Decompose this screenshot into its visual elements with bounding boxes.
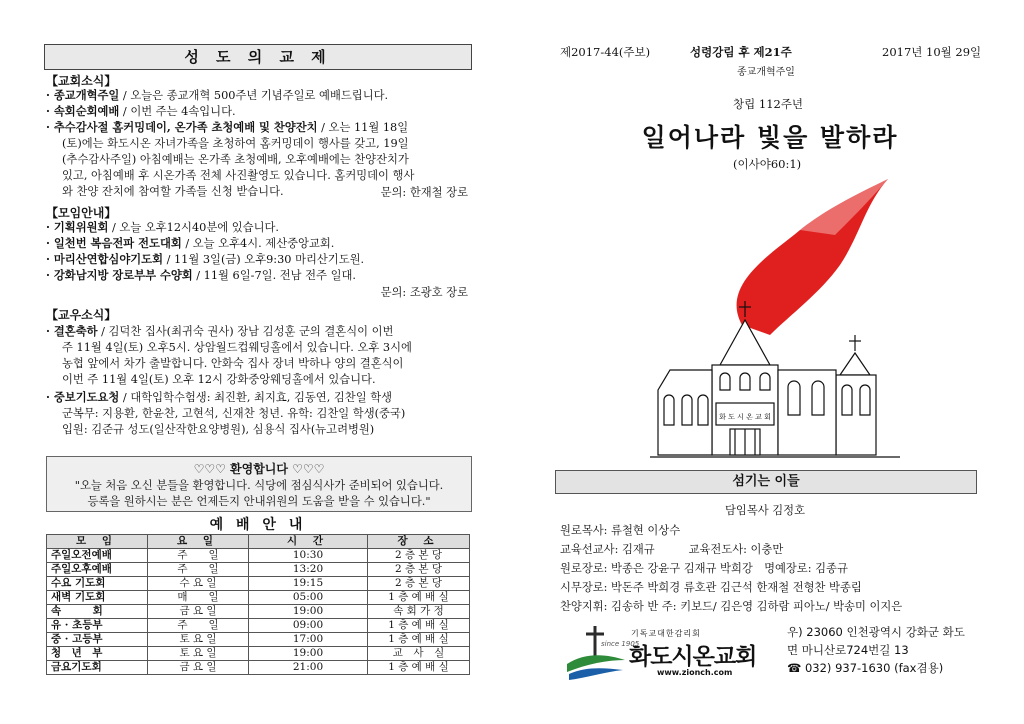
meet-item: · 강화남지방 장로부부 수양회 / 11월 6일-7일. 전남 전주 일대. — [46, 268, 357, 282]
worship-cell: 19:00 — [249, 647, 368, 661]
season: 성령강림 후 제21주 — [690, 45, 792, 59]
worship-cell: 09:00 — [249, 619, 368, 633]
welcome-text: "오늘 처음 오신 분들을 환영합니다. 식당에 점심식사가 준비되어 있습니다. — [74, 479, 444, 492]
worship-cell: 토 요 일 — [148, 647, 249, 661]
meet-item: · 마리산연합심야기도회 / 11월 3일(금) 오후9:30 마리산기도원. — [46, 252, 365, 266]
worship-cell: 17:00 — [249, 633, 368, 647]
worship-cell: 금 요 일 — [148, 661, 249, 675]
worship-cell: 주 일 — [148, 563, 249, 577]
meet-item: · 기획위원회 / 오늘 오후12시40분에 있습니다. — [46, 220, 279, 234]
fellow-header: 【교우소식】 — [46, 308, 117, 322]
worship-cell: 주 일 — [148, 619, 249, 633]
worship-cell: 속 회 가 정 — [368, 605, 470, 619]
logo-url: www.zionch.com — [657, 668, 733, 677]
worship-cell: 속 회 — [47, 605, 148, 619]
servant-row: 원로목사: 류철현 이상수 — [560, 524, 681, 537]
news-text: 와 찬양 잔치에 참여할 가족들 신청 받습니다. — [62, 185, 284, 198]
worship-cell: 새벽 기도회 — [47, 591, 148, 605]
anniversary: 창립 112주년 — [733, 97, 804, 111]
church-illustration — [650, 175, 900, 467]
issue-number: 제2017-44(주보) — [560, 45, 651, 59]
worship-cell: 19:15 — [249, 577, 368, 591]
wedding-text: 농협 앞에서 차가 출발합니다. 안화숙 집사 장녀 박하나 양의 결혼식이 — [62, 357, 404, 370]
news-item: · 추수감사절 홈커밍데이, 온가족 초청예배 및 찬양잔치 / 오는 11월 18일 — [46, 120, 409, 134]
logo-cross-icon — [565, 624, 627, 682]
worship-cell: 19:00 — [249, 605, 368, 619]
logo-since: since 1905 — [601, 640, 640, 648]
sunday-name: 종교개혁주일 — [737, 67, 795, 78]
col-header: 요 일 — [148, 535, 249, 549]
verse-ref: (이사야60:1) — [733, 157, 802, 171]
logo-denomination: 기독교대한감리회 — [631, 629, 701, 638]
wedding-item: · 결혼축하 / 김덕찬 집사(최귀숙 권사) 장남 김성훈 군의 결혼식이 이번 — [46, 324, 394, 338]
worship-cell: 10:30 — [249, 549, 368, 563]
phone-icon: ☎ — [787, 661, 805, 675]
worship-cell: 금 요 일 — [148, 605, 249, 619]
worship-cell: 1 층 예 배 실 — [368, 633, 470, 647]
servants-title: 섬기는 이들 — [555, 470, 977, 494]
worship-cell: 수 요 일 — [148, 577, 249, 591]
worship-cell: 2 층 본 당 — [368, 577, 470, 591]
worship-cell: 21:00 — [249, 661, 368, 675]
col-header: 시 간 — [249, 535, 368, 549]
left-page — [44, 44, 472, 714]
worship-cell: 교 사 실 — [368, 647, 470, 661]
welcome-title: ♡♡♡ 환영합니다 ♡♡♡ — [193, 462, 325, 476]
prayer-item: · 중보기도요청 / 대학입학수험생: 최진환, 최지효, 김동연, 김찬일 학생 — [46, 390, 393, 404]
worship-cell: 2 층 본 당 — [368, 563, 470, 577]
news-item: · 속회순회예배 / 이번 주는 4속입니다. — [46, 104, 236, 118]
fellowship-title: 성 도 의 교 제 — [44, 44, 472, 70]
worship-row — [47, 563, 470, 577]
worship-cell: 청 년 부 — [47, 647, 148, 661]
worship-row — [47, 633, 470, 647]
col-header: 모 임 — [47, 535, 148, 549]
worship-row — [47, 647, 470, 661]
worship-table — [46, 534, 470, 675]
page-divider — [500, 40, 501, 710]
meet-item: · 일천번 복음전파 전도대회 / 오늘 오후4시. 제산중앙교회. — [46, 236, 335, 250]
worship-cell: 매 일 — [148, 591, 249, 605]
main-title: 일어나라 빛을 발하라 — [641, 123, 899, 152]
wedding-text: 이번 주 11월 4일(토) 오후 12시 강화중앙웨딩홀에서 있습니다. — [62, 373, 376, 386]
welcome-box — [46, 456, 472, 512]
worship-cell: 1 층 예 배 실 — [368, 661, 470, 675]
news-text: (토)에는 화도시온 자녀가족을 초청하여 홈커밍데이 행사를 갖고, 19일 — [62, 137, 409, 150]
worship-cell: 05:00 — [249, 591, 368, 605]
worship-row — [47, 549, 470, 563]
worship-row — [47, 619, 470, 633]
prayer-text: 입원: 김준규 성도(일산작한요양병원), 심용식 집사(뉴고려병원) — [62, 423, 375, 436]
worship-row — [47, 661, 470, 675]
bulletin-date: 2017년 10월 29일 — [882, 45, 982, 59]
wedding-text: 주 11월 4일(토) 오후5시. 상암월드컵웨딩홀에서 있습니다. 오후 3시에 — [62, 341, 412, 354]
logo-name: 화도시온교회 — [629, 644, 757, 670]
col-header: 장 소 — [368, 535, 470, 549]
servant-row: 원로장로: 박종은 강윤구 김재규 박희강 명예장로: 김종규 — [560, 562, 848, 575]
welcome-text: 등록을 원하시는 분은 언제든지 안내위원의 도움을 받을 수 있습니다." — [87, 495, 431, 508]
worship-cell: 1 층 예 배 실 — [368, 619, 470, 633]
servant-row: 교육선교사: 김재규 교육전도사: 이충만 — [560, 543, 784, 556]
worship-row — [47, 591, 470, 605]
church-logo — [565, 624, 780, 684]
worship-cell: 주일오전예배 — [47, 549, 148, 563]
worship-title: 예 배 안 내 — [209, 517, 307, 533]
prayer-text: 군복무: 지용환, 한윤찬, 고현석, 신재찬 청년. 유학: 김찬일 학생(중국) — [62, 407, 406, 420]
worship-cell: 수요 기도회 — [47, 577, 148, 591]
servant-row: 시무장로: 박돈주 박희경 류호관 김근석 한재철 전형찬 박종림 — [560, 581, 862, 594]
news-contact: 문의: 한재철 장로 — [380, 186, 468, 199]
worship-cell: 1 층 예 배 실 — [368, 591, 470, 605]
worship-cell: 2 층 본 당 — [368, 549, 470, 563]
address-line: 우) 23060 인천광역시 강화군 화도 — [787, 625, 965, 639]
meet-contact: 문의: 조광호 장로 — [380, 286, 468, 299]
news-header: 【교회소식】 — [46, 74, 117, 88]
address-line: 면 마니산로724번길 13 — [787, 643, 909, 657]
church-sign: 화 도 시 온 교 회 — [719, 413, 771, 421]
meet-header: 【모임안내】 — [46, 206, 117, 220]
worship-cell: 주일오후예배 — [47, 563, 148, 577]
worship-row — [47, 605, 470, 619]
worship-cell: 13:20 — [249, 563, 368, 577]
news-item: · 종교개혁주일 / 오늘은 종교개혁 500주년 기념주일로 예배드립니다. — [46, 88, 389, 102]
pastor: 담임목사 김정호 — [725, 504, 805, 517]
worship-cell: 중 · 고등부 — [47, 633, 148, 647]
worship-row — [47, 577, 470, 591]
phone-line: ☎ 032) 937-1630 (fax겸용) — [787, 661, 944, 675]
worship-cell: 토 요 일 — [148, 633, 249, 647]
worship-cell: 금요기도회 — [47, 661, 148, 675]
news-text: 있고, 아침예배 후 시온가족 전체 사진촬영도 있습니다. 홈커밍데이 행사 — [62, 169, 415, 182]
news-text: (추수감사주일) 아침예배는 온가족 초청예배, 오후예배에는 찬양잔치가 — [62, 153, 409, 166]
worship-cell: 유 · 초등부 — [47, 619, 148, 633]
worship-cell: 주 일 — [148, 549, 249, 563]
servant-row: 찬양지휘: 김송하 반 주: 키보드/ 김은영 김하람 피아노/ 박송미 이지은 — [560, 600, 903, 613]
